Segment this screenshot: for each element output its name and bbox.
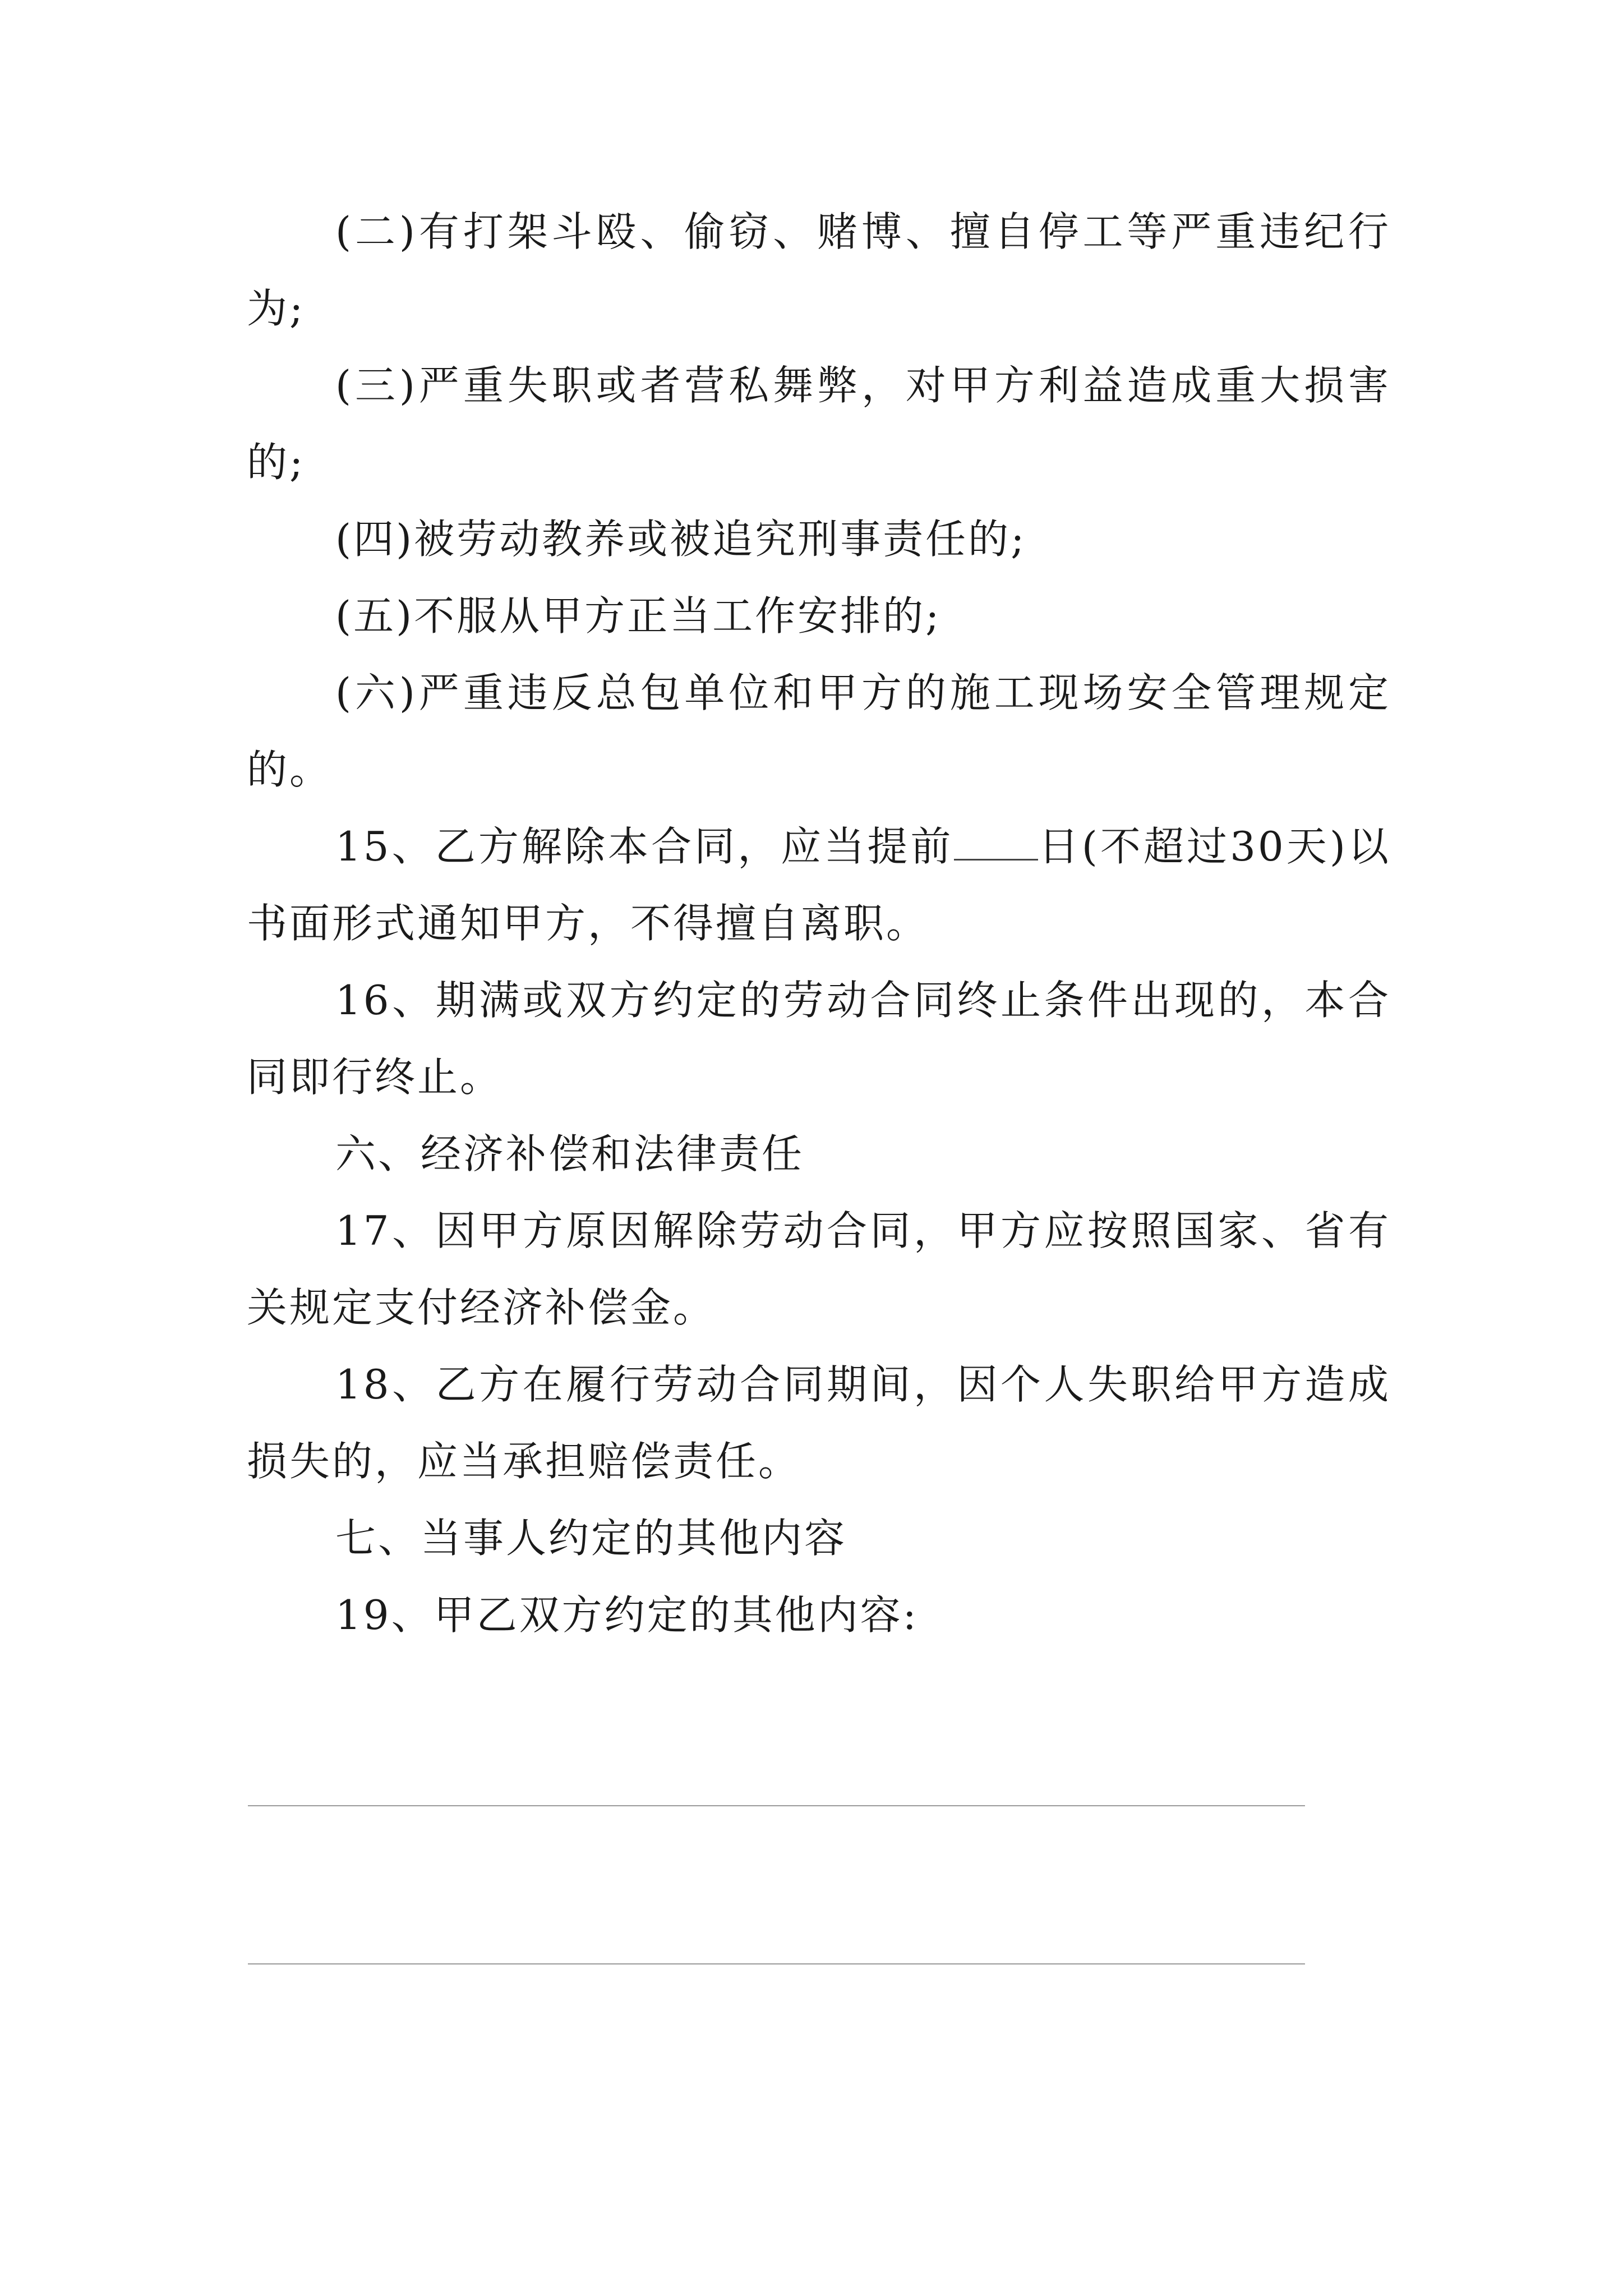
clause-15: [247, 808, 1391, 962]
clause-18: 18、乙方在履行劳动合同期间，因个人失职给甲方造成损失的，应当承担赔偿责任。: [247, 1361, 1391, 1485]
clause-19: 19、甲乙双方约定的其他内容:: [335, 1591, 919, 1639]
clause-item-2: (二)有打架斗殴、偷窃、赌博、擅自停工等严重违纪行为;: [247, 208, 1391, 332]
clause-16: 16、期满或双方约定的劳动合同终止条件出现的，本合同即行终止。: [247, 977, 1391, 1101]
clause-item-3: (三)严重失职或者营私舞弊，对甲方利益造成重大损害的;: [247, 362, 1391, 486]
fill-in-line-1: [248, 1805, 1305, 1806]
clause-item-4: (四)被劳动教养或被追究刑事责任的;: [335, 516, 1027, 563]
document-body: [247, 194, 1391, 1654]
fill-in-line-2: [248, 1963, 1305, 1964]
section-heading-7: 七、当事人约定的其他内容: [335, 1515, 847, 1562]
section-heading-6: 六、经济补偿和法律责任: [335, 1130, 805, 1177]
notice-days-blank: [954, 827, 1038, 861]
clause-15-text-after: 日(不超过30天)以书面形式通知甲方，不得擅自离职。: [247, 823, 1391, 947]
clause-item-5: (五)不服从甲方正当工作安排的;: [335, 592, 942, 639]
clause-item-6: (六)严重违反总包单位和甲方的施工现场安全管理规定的。: [247, 669, 1391, 793]
clause-17: 17、因甲方原因解除劳动合同，甲方应按照国家、省有关规定支付经济补偿金。: [247, 1207, 1391, 1331]
clause-15-text-before: 15、乙方解除本合同，应当提前: [335, 823, 954, 870]
